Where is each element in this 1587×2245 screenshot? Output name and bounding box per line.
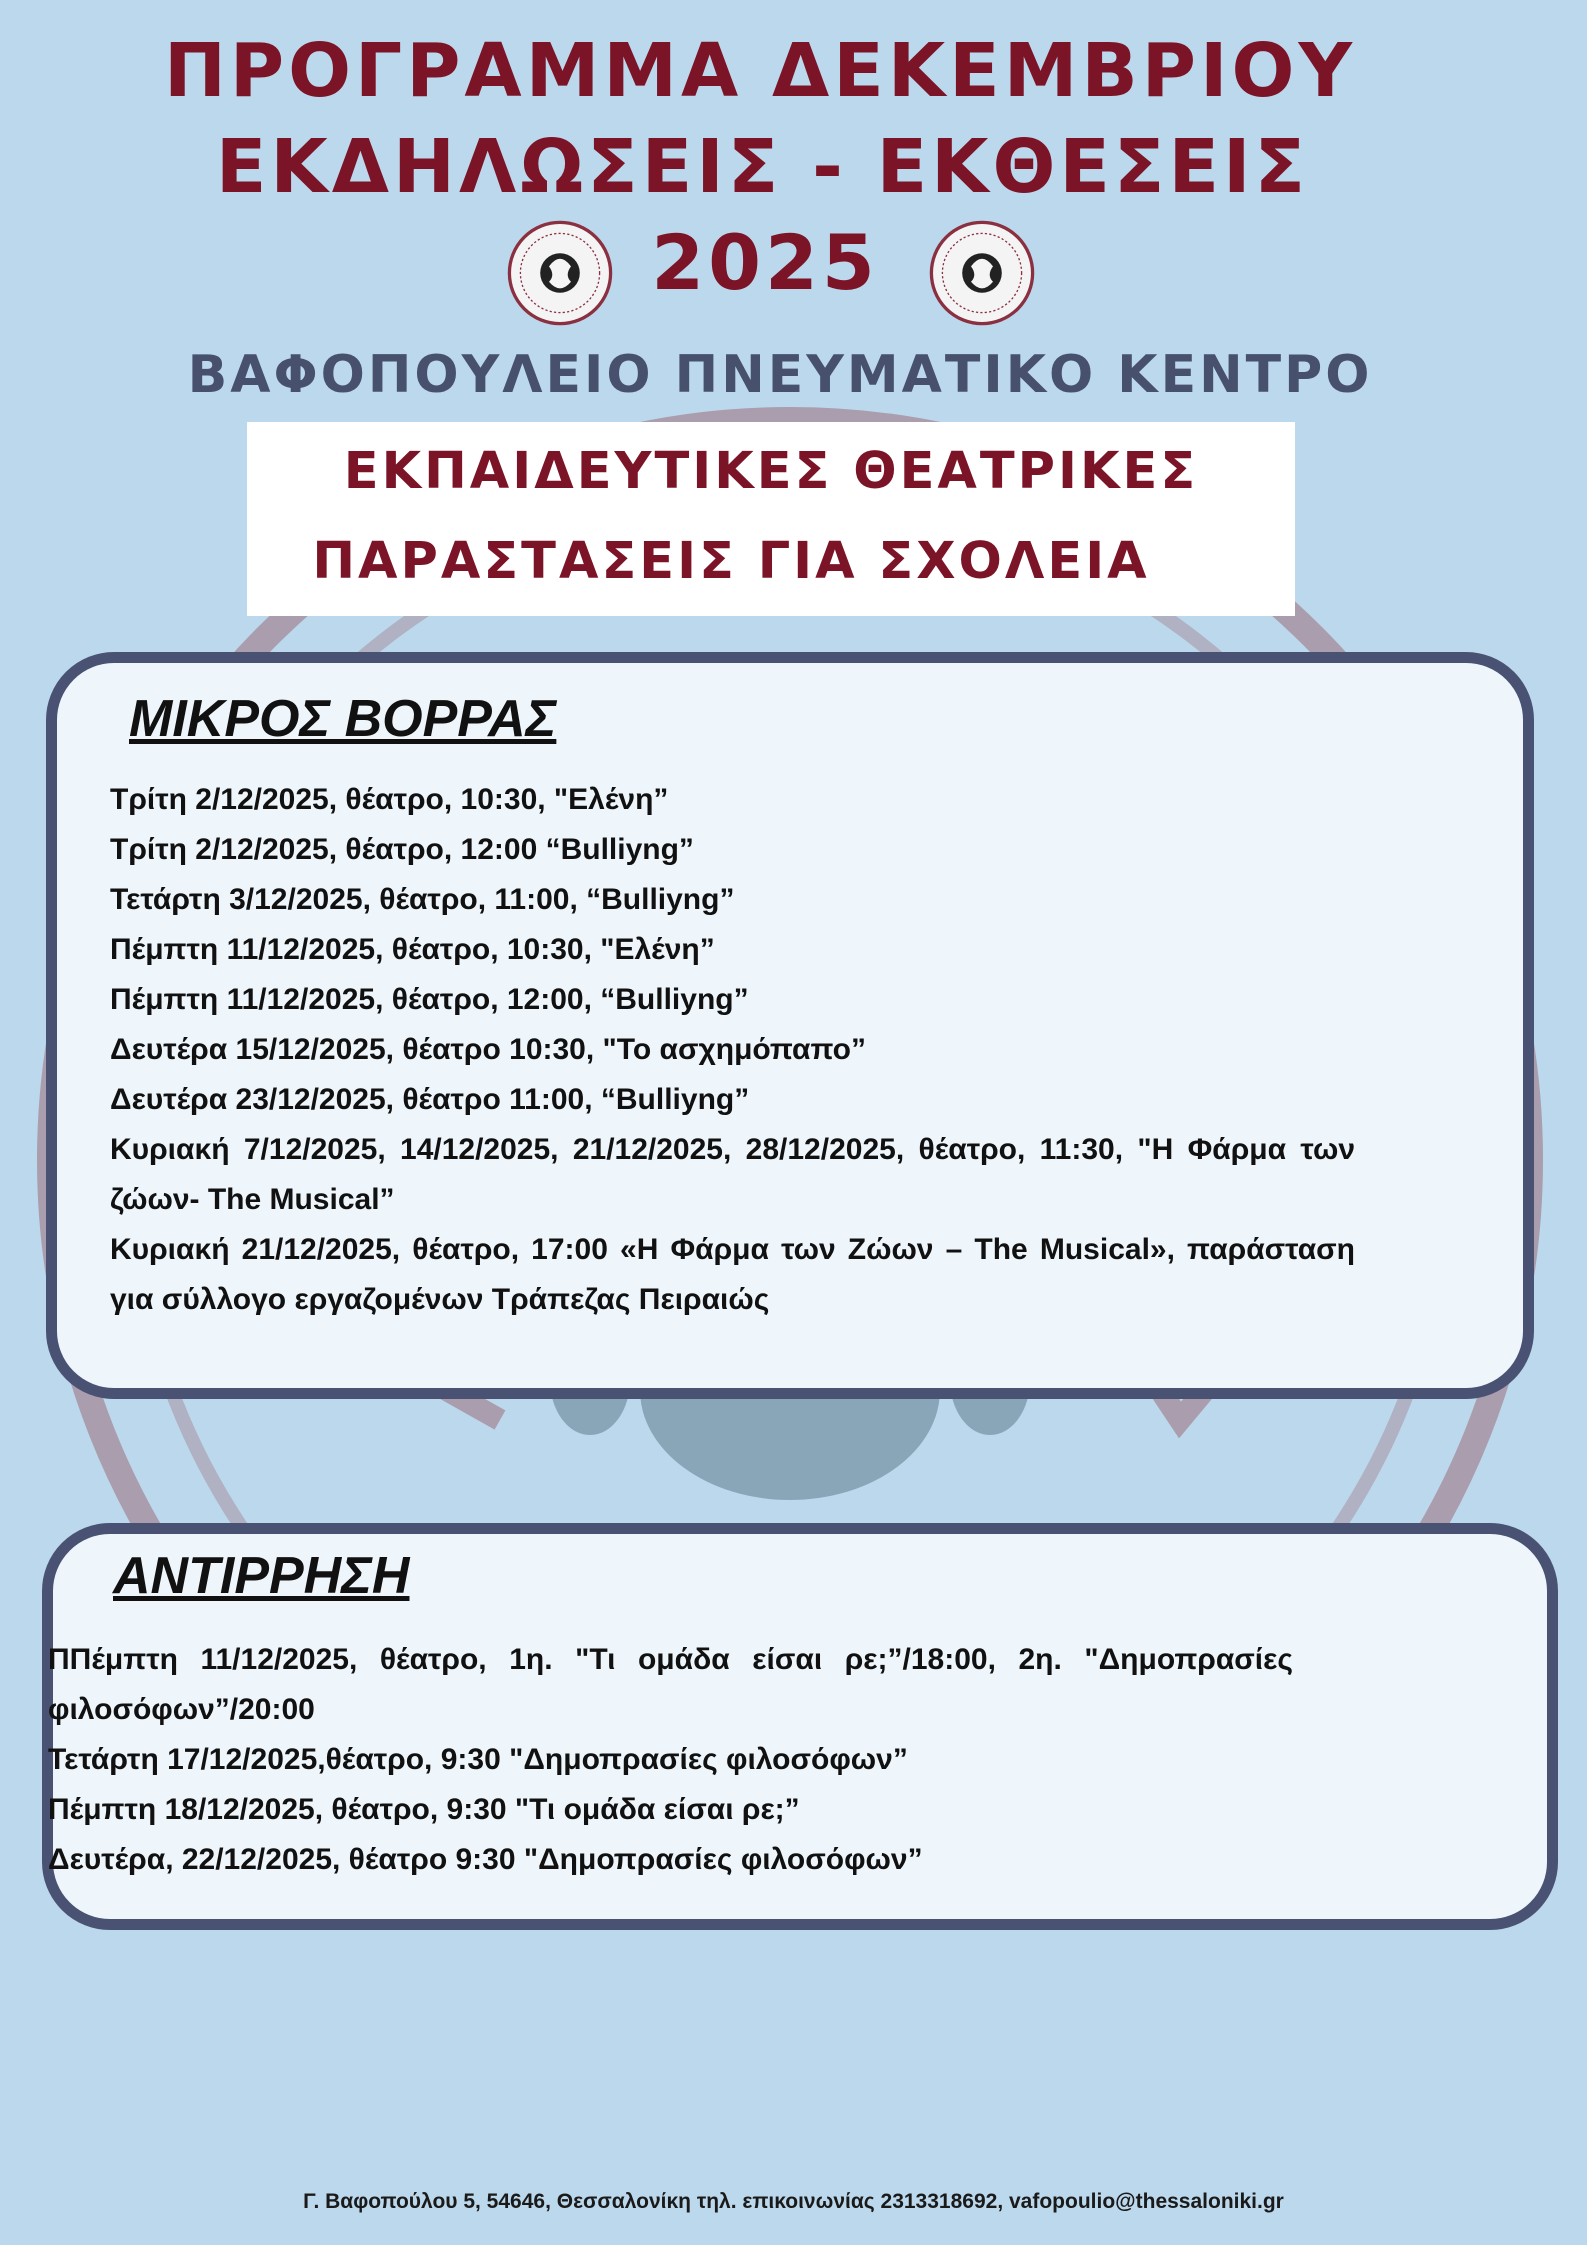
- program-banner: [247, 422, 1295, 616]
- schedule-item: Δευτέρα 23/12/2025, θέατρο 11:00, “Bulliyng”: [110, 1083, 750, 1116]
- schedule-item: Πέμπτη 11/12/2025, θέατρο, 10:30, "Ελένη”: [110, 933, 715, 966]
- schedule-item: Δευτέρα, 22/12/2025, θέατρο 9:30 "Δημοπρασίες φιλοσόφων”: [48, 1843, 923, 1876]
- schedule-item: ΠΠέμπτη 11/12/2025, θέατρο, 1η. "Τι ομάδα είσαι ρε;”/18:00, 2η. "Δημοπρασίες φιλοσόφων”/20:00: [48, 1643, 1293, 1726]
- section-title: ΑΝΤΙΡΡΗΣΗ: [113, 1547, 410, 1605]
- schedule-item: Πέμπτη 18/12/2025, θέατρο, 9:30 "Τι ομάδα είσαι ρε;”: [48, 1793, 800, 1826]
- schedule-list: [110, 775, 1355, 1325]
- municipal-seal-icon: [927, 218, 1037, 328]
- section-card-mikros-vorras: [46, 652, 1534, 1399]
- footer-contact: Γ. Βαφοπούλου 5, 54646, Θεσσαλονίκη τηλ. επικοινωνίας 2313318692, vafopoulio@thessaloniki.gr: [303, 2190, 1284, 2213]
- schedule-item: Τετάρτη 3/12/2025, θέατρο, 11:00, “Bulliyng”: [110, 883, 735, 916]
- banner-line-1: ΕΚΠΑΙΔΕΥΤΙΚΕΣ ΘΕΑΤΡΙΚΕΣ: [343, 442, 1199, 501]
- schedule-item: Τρίτη 2/12/2025, θέατρο, 10:30, "Ελένη”: [110, 783, 669, 816]
- schedule-item: Τετάρτη 17/12/2025,θέατρο, 9:30 "Δημοπρασίες φιλοσόφων”: [48, 1743, 908, 1776]
- banner-line-2: ΠΑΡΑΣΤΑΣΕΙΣ ΓΙΑ ΣΧΟΛΕΙΑ: [312, 532, 1150, 591]
- schedule-item: Πέμπτη 11/12/2025, θέατρο, 12:00, “Bulliyng”: [110, 983, 749, 1016]
- page-title-line-2: ΕΚΔΗΛΩΣΕΙΣ - ΕΚΘΕΣΕΙΣ: [215, 124, 1310, 210]
- schedule-item: Τρίτη 2/12/2025, θέατρο, 12:00 “Bulliyng”: [110, 833, 694, 866]
- section-card-antirrisi: [42, 1523, 1558, 1930]
- venue-subtitle: ΒΑΦΟΠΟΥΛΕΙΟ ΠΝΕΥΜΑΤΙΚΟ ΚΕΝΤΡΟ: [187, 345, 1373, 405]
- schedule-item: Δευτέρα 15/12/2025, θέατρο 10:30, "Το ασχημόπαπο”: [110, 1033, 866, 1066]
- municipal-seal-icon: [505, 218, 615, 328]
- section-title: ΜΙΚΡΟΣ ΒΟΡΡΑΣ: [129, 690, 557, 748]
- page-title-line-1: ΠΡΟΓΡΑΜΜΑ ΔΕΚΕΜΒΡΙΟΥ: [163, 28, 1357, 114]
- schedule-item: Κυριακή 7/12/2025, 14/12/2025, 21/12/2025, 28/12/2025, θέατρο, 11:30, "Η Φάρμα των ζώων- The Musical”: [110, 1133, 1355, 1216]
- schedule-list: [48, 1635, 1348, 1885]
- page-title-year: 2025: [651, 218, 879, 307]
- schedule-item: Κυριακή 21/12/2025, θέατρο, 17:00 «Η Φάρμα των Ζώων – The Musical», παράσταση για σύλλογο εργαζομένων Τράπεζας Πειραιώς: [110, 1233, 1355, 1316]
